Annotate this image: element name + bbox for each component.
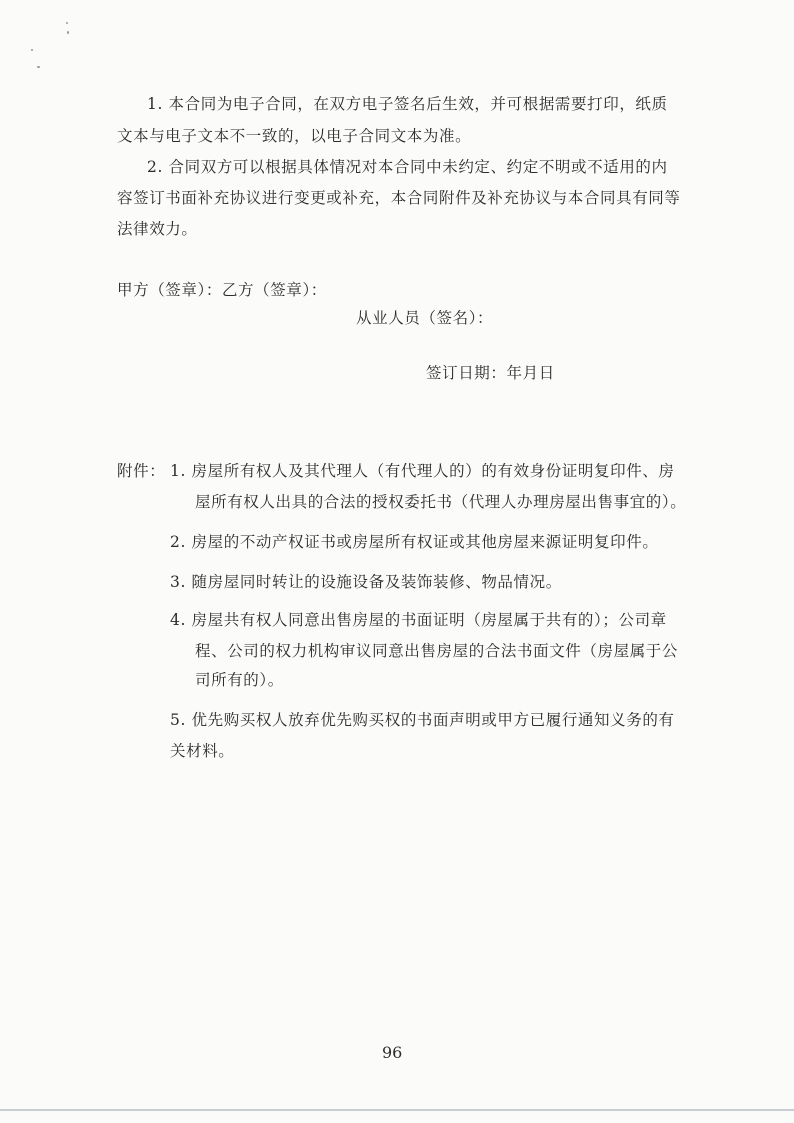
speck	[37, 66, 40, 68]
attachment-1-line-2: 屋所有权人出具的合法的授权委托书（代理人办理房屋出售事宜的）。	[195, 493, 687, 511]
clause-2-line-2: 容签订书面补充协议进行变更或补充，本合同附件及补充协议与本合同具有同等	[117, 189, 681, 207]
clause-1-line-2: 文本与电子文本不一致的，以电子合同文本为准。	[117, 127, 472, 145]
bottom-rule	[0, 1109, 794, 1111]
attachment-4-line-2: 程、公司的权力机构审议同意出售房屋的合法书面文件（房屋属于公	[195, 642, 679, 660]
page-number: 96	[382, 1043, 403, 1062]
attachment-4-line-3: 司所有的）。	[195, 671, 284, 689]
attachment-4-line-1: 4. 房屋共有权人同意出售房屋的书面证明（房屋属于共有的）；公司章	[170, 611, 667, 629]
signing-date: 签订日期：年月日	[426, 364, 555, 382]
speck	[67, 31, 69, 34]
attachment-5-line-1: 5. 优先购买权人放弃优先购买权的书面声明或甲方已履行通知义务的有	[170, 711, 675, 729]
attachment-3: 3. 随房屋同时转让的设施设备及装饰装修、物品情况。	[170, 573, 562, 591]
speck	[31, 49, 33, 51]
practitioner-signature: 从业人员（签名）：	[356, 309, 494, 327]
attachment-1-line-1: 1. 房屋所有权人及其代理人（有代理人的）的有效身份证明复印件、房	[170, 462, 675, 480]
attachments-label: 附件：	[117, 462, 166, 480]
attachment-2: 2. 房屋的不动产权证书或房屋所有权证或其他房屋来源证明复印件。	[170, 533, 659, 551]
clause-1-line-1: 1. 本合同为电子合同，在双方电子签名后生效，并可根据需要打印，纸质	[147, 95, 668, 113]
clause-2-line-3: 法律效力。	[117, 220, 198, 238]
clause-2-line-1: 2. 合同双方可以根据具体情况对本合同中未约定、约定不明或不适用的内	[147, 158, 668, 176]
party-signatures: 甲方（签章）：乙方（签章）：	[117, 281, 327, 299]
attachment-5-line-2: 关材料。	[170, 742, 235, 760]
speck	[66, 22, 68, 24]
